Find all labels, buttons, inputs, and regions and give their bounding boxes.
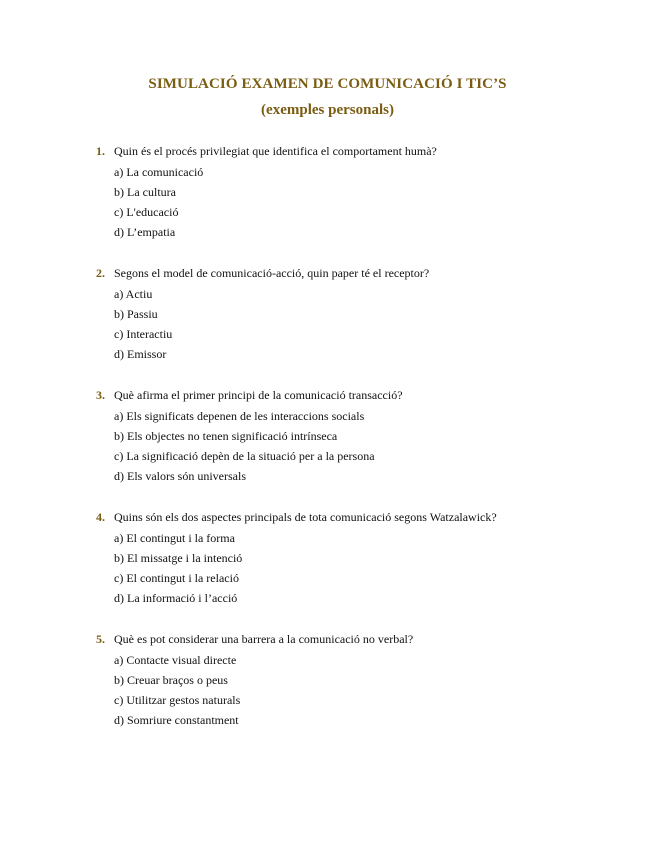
answer-option-b xyxy=(96,182,596,202)
answer-text: c) Utilitzar gestos naturals xyxy=(114,693,241,707)
question-number: 2. xyxy=(96,266,105,280)
question-line xyxy=(96,263,596,284)
answer-option-a xyxy=(96,162,596,182)
answer-option-d xyxy=(96,222,596,242)
answer-option-a xyxy=(96,528,596,548)
answer-text: b) La cultura xyxy=(114,185,176,199)
answer-option-c xyxy=(96,324,596,344)
question-text: Què afirma el primer principi de la comunicació transacció? xyxy=(114,388,403,402)
answer-text: a) Els significats depenen de les interaccions socials xyxy=(114,409,365,423)
answer-text: a) La comunicació xyxy=(114,165,204,179)
answer-option-a xyxy=(96,284,596,304)
answer-option-b xyxy=(96,304,596,324)
answer-option-d xyxy=(96,588,596,608)
answer-text: d) Somriure constantment xyxy=(114,713,239,727)
answer-text: d) L’empatia xyxy=(114,225,176,239)
answer-option-c xyxy=(96,568,596,588)
answer-option-b xyxy=(96,548,596,568)
question-line xyxy=(96,629,596,650)
answer-text: a) El contingut i la forma xyxy=(114,531,235,545)
question-number: 1. xyxy=(96,144,105,158)
question-text: Segons el model de comunicació-acció, quin paper té el receptor? xyxy=(114,266,430,280)
answer-text: c) El contingut i la relació xyxy=(114,571,239,585)
question-number: 4. xyxy=(96,510,105,524)
answer-text: b) El missatge i la intenció xyxy=(114,551,243,565)
answer-option-d xyxy=(96,710,596,730)
page-title: SIMULACIÓ EXAMEN DE COMUNICACIÓ I TIC’S xyxy=(148,76,507,92)
answer-option-a xyxy=(96,406,596,426)
answer-text: c) La significació depèn de la situació per a la persona xyxy=(114,449,375,463)
question-text: Què es pot considerar una barrera a la comunicació no verbal? xyxy=(114,632,414,646)
answer-text: a) Actiu xyxy=(114,287,153,301)
answer-option-b xyxy=(96,426,596,446)
answer-option-c xyxy=(96,202,596,222)
question-list xyxy=(96,141,596,751)
question-line xyxy=(96,385,596,406)
answer-text: c) Interactiu xyxy=(114,327,173,341)
answer-text: b) Els objectes no tenen significació intrínseca xyxy=(114,429,338,443)
page-subtitle: (exemples personals) xyxy=(261,102,394,118)
question-text: Quin és el procés privilegiat que identifica el comportament humà? xyxy=(114,144,437,158)
answer-text: d) La informació i l’acció xyxy=(114,591,238,605)
answer-option-c xyxy=(96,690,596,710)
question-line xyxy=(96,141,596,162)
question-5 xyxy=(96,629,596,751)
answer-text: b) Passiu xyxy=(114,307,158,321)
question-number: 3. xyxy=(96,388,105,402)
answer-text: b) Creuar braços o peus xyxy=(114,673,228,687)
answer-text: a) Contacte visual directe xyxy=(114,653,237,667)
answer-text: d) Emissor xyxy=(114,347,167,361)
answer-option-b xyxy=(96,670,596,690)
question-text: Quins són els dos aspectes principals de tota comunicació segons Watzalawick? xyxy=(114,510,497,524)
question-number: 5. xyxy=(96,632,105,646)
answer-option-a xyxy=(96,650,596,670)
question-line xyxy=(96,507,596,528)
question-3 xyxy=(96,385,596,507)
question-2 xyxy=(96,263,596,385)
answer-text: d) Els valors són universals xyxy=(114,469,246,483)
question-1 xyxy=(96,141,596,263)
answer-option-c xyxy=(96,446,596,466)
question-4 xyxy=(96,507,596,629)
answer-option-d xyxy=(96,344,596,364)
answer-text: c) L'educació xyxy=(114,205,179,219)
answer-option-d xyxy=(96,466,596,486)
